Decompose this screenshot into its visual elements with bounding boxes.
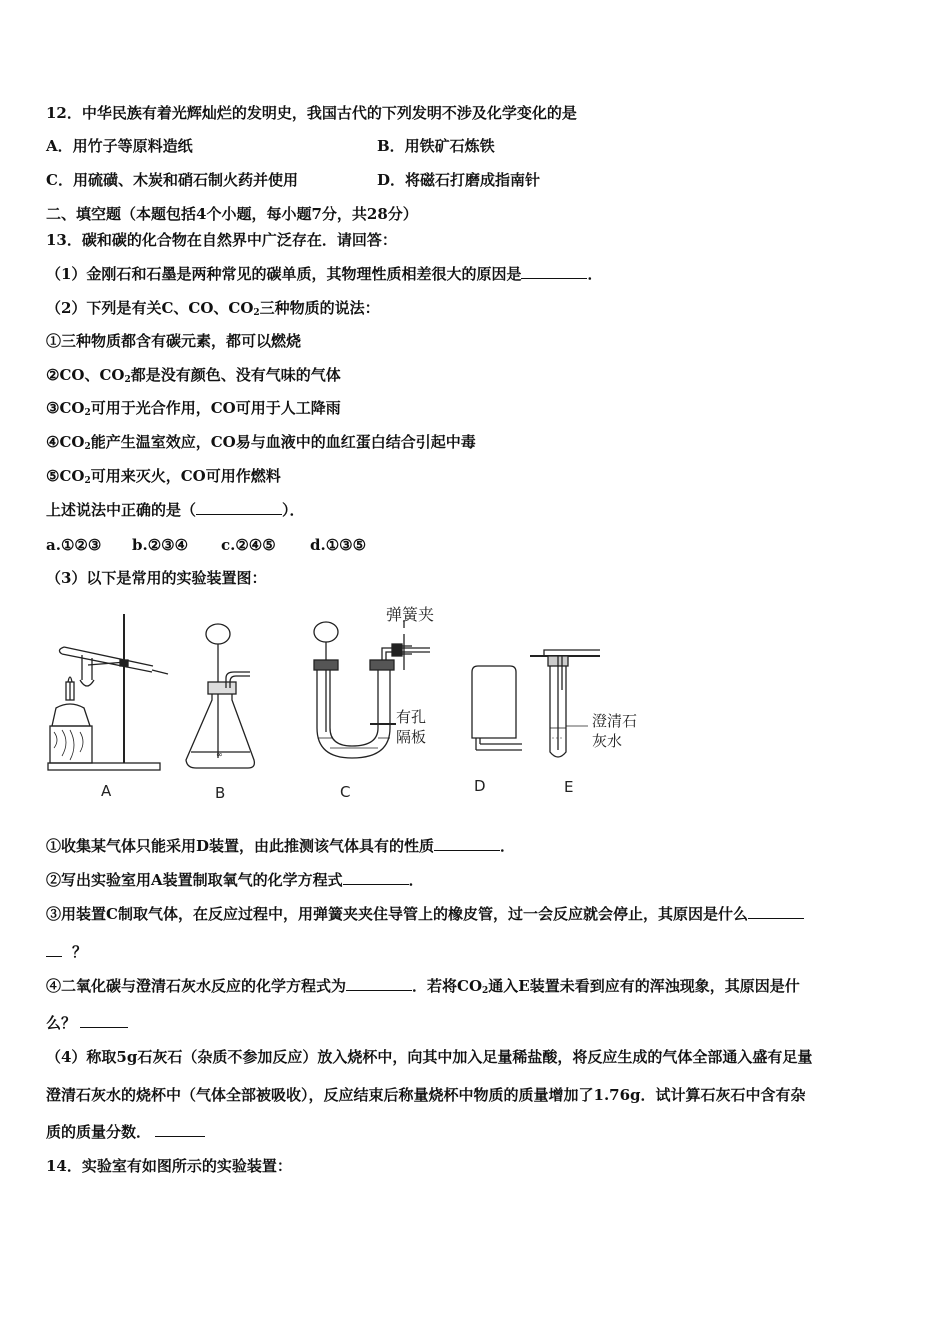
q13-part1	[46, 264, 602, 284]
choice-d: d.①③⑤	[310, 536, 367, 554]
choice-a: a.①②③	[46, 536, 102, 554]
q13-part1-text: （1）金刚石和石墨是两种常见的碳单质，其物理性质相差很大的原因是	[46, 265, 522, 283]
item-3-continued	[46, 942, 87, 962]
statement-1: ①三种物质都含有碳元素，都可以燃烧	[46, 332, 302, 350]
statement-4-b: 能产生温室效应，CO易与血液中的血红蛋白结合引起中毒	[90, 433, 476, 451]
spring-clip-label: 弹簧夹	[386, 605, 435, 624]
label-c: C	[340, 783, 351, 801]
q12-option-a: A．用竹子等原料造纸	[46, 137, 193, 155]
subscript: 2	[482, 986, 489, 996]
apparatus-d	[472, 666, 522, 750]
section-heading: 二、填空题（本题包括4个小题，每小题7分，共28分）	[46, 205, 418, 223]
answer-blank[interactable]	[521, 264, 587, 279]
apparatus-c	[314, 605, 434, 758]
q13-part4-line2: 澄清石灰水的烧杯中（气体全部被吸收），反应结束后称量烧杯中物质的质量增加了1.76g．试计算石灰石中含有杂	[46, 1086, 806, 1104]
limewater-label-1: 澄清石	[592, 712, 638, 730]
item-3-text: ③用装置C制取气体，在反应过程中，用弹簧夹夹住导管上的橡皮管，过一会反应就会停止，其原因是什么	[46, 905, 748, 923]
item-4-text-b: ．若将CO	[412, 977, 483, 995]
item-2-end: ．	[408, 871, 424, 889]
subscript: 2	[84, 442, 91, 452]
svg-text:∞: ∞	[216, 750, 223, 759]
q13-part4-line3	[46, 1122, 205, 1142]
q12-option-c: C．用硫磺、木炭和硝石制火药并使用	[46, 171, 298, 189]
label-a: A	[101, 782, 112, 800]
statement-4-a: ④CO	[46, 433, 85, 451]
q13-part2	[46, 298, 380, 323]
apparatus-e	[530, 650, 637, 757]
apparatus-a	[48, 614, 168, 770]
subscript: 2	[253, 308, 260, 318]
label-e: E	[564, 778, 574, 796]
answer-blank[interactable]	[748, 904, 804, 919]
statement-4	[46, 432, 476, 457]
perforated-plate-label-1: 有孔	[396, 708, 427, 726]
answer-blank[interactable]	[346, 976, 412, 991]
item-1-end: ．	[500, 837, 516, 855]
subscript: 2	[84, 408, 91, 418]
answer-blank[interactable]	[80, 1013, 128, 1028]
choice-b: b.②③④	[132, 536, 189, 554]
subscript: 2	[124, 375, 131, 385]
subscript: 2	[84, 476, 91, 486]
item-4-text-d: 么？	[46, 1014, 77, 1032]
q13-part1-end: ．	[587, 265, 603, 283]
item-1	[46, 836, 515, 856]
statement-5	[46, 466, 281, 491]
q12-option-b: B．用铁矿石炼铁	[377, 137, 495, 155]
correct-a: 上述说法中正确的是（	[46, 501, 197, 519]
statement-2-a: ②CO、CO	[46, 366, 125, 384]
statement-2	[46, 365, 341, 390]
apparatus-figure	[40, 600, 680, 810]
item-4-text-c: 通入E装置未看到应有的浑浊现象，其原因是什	[488, 977, 800, 995]
label-b: B	[215, 784, 226, 802]
correct-b: ）．	[282, 501, 305, 519]
item-4-text-a: ④二氧化碳与澄清石灰水反应的化学方程式为	[46, 977, 347, 995]
answer-blank[interactable]	[155, 1122, 205, 1137]
q12-option-d: D．将磁石打磨成指南针	[377, 171, 541, 189]
statement-3-b: 可用于光合作用，CO可用于人工降雨	[90, 399, 341, 417]
q14-stem: 14．实验室有如图所示的实验装置：	[46, 1157, 292, 1175]
q13-stem: 13．碳和碳的化合物在自然界中广泛存在．请回答：	[46, 231, 397, 249]
q13-part3: （3）以下是常用的实验装置图：	[46, 569, 267, 587]
label-d: D	[474, 777, 486, 795]
item-2	[46, 870, 424, 890]
item-4	[46, 976, 800, 1001]
answer-blank[interactable]	[343, 870, 409, 885]
q13-part4-line3-text: 质的质量分数．	[46, 1123, 152, 1141]
item-1-text: ①收集某气体只能采用D装置，由此推测该气体具有的性质	[46, 837, 435, 855]
limewater-label-2: 灰水	[592, 732, 623, 750]
statement-5-a: ⑤CO	[46, 467, 85, 485]
answer-blank[interactable]	[196, 500, 282, 515]
q12-stem: 12．中华民族有着光辉灿烂的发明史，我国古代的下列发明不涉及化学变化的是	[46, 104, 577, 122]
correct-statements-question	[46, 500, 305, 520]
q13-part2-text-a: （2）下列是有关C、CO、CO	[46, 299, 254, 317]
item-3	[46, 904, 804, 924]
item-2-text: ②写出实验室用A装置制取氧气的化学方程式	[46, 871, 343, 889]
item-3-end: ？	[72, 943, 88, 961]
statement-3-a: ③CO	[46, 399, 85, 417]
statement-5-b: 可用来灭火，CO可用作燃料	[90, 467, 281, 485]
statement-3	[46, 398, 341, 423]
item-4-continued	[46, 1013, 128, 1033]
statement-2-b: 都是没有颜色、没有气味的气体	[130, 366, 341, 384]
q13-part2-text-b: 三种物质的说法：	[259, 299, 380, 317]
choice-c: c.②④⑤	[221, 536, 276, 554]
perforated-plate-label-2: 隔板	[396, 728, 427, 746]
apparatus-b	[186, 624, 254, 768]
answer-blank[interactable]	[434, 836, 500, 851]
q13-part4-line1: （4）称取5g石灰石（杂质不参加反应）放入烧杯中，向其中加入足量稀盐酸，将反应生成的气体全部通入盛有足量	[46, 1048, 813, 1066]
answer-blank[interactable]	[46, 942, 62, 957]
